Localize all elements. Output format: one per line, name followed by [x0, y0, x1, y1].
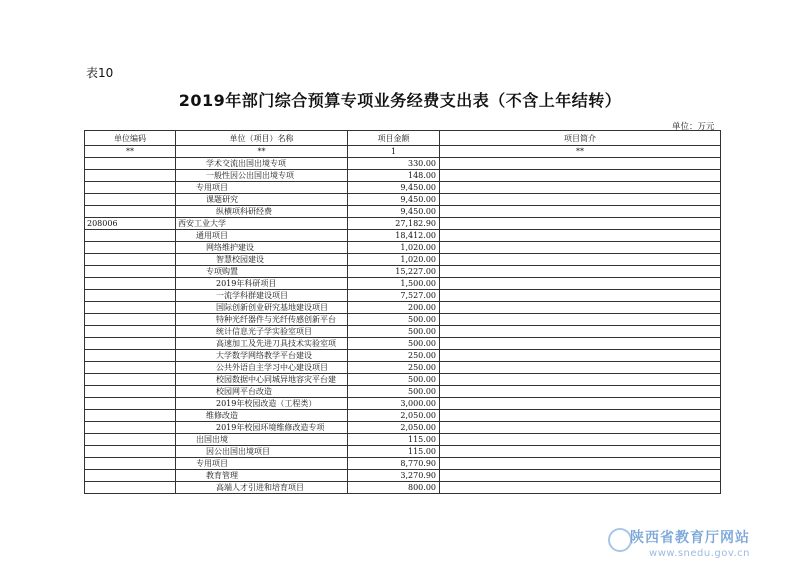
cell-name: 维修改造: [176, 410, 348, 422]
cell-amount: 27,182.90: [348, 218, 440, 230]
table-row: [85, 266, 721, 278]
cell-amount: 148.00: [348, 170, 440, 182]
cell-code: [85, 470, 176, 482]
cell-intro: [440, 482, 721, 494]
cell-name: 一般性因公出国出境专项: [176, 170, 348, 182]
cell-name: 2019年科研项目: [176, 278, 348, 290]
cell-name: 智慧校园建设: [176, 254, 348, 266]
cell-intro: [440, 194, 721, 206]
index-row: [85, 146, 721, 158]
cell-code: [85, 206, 176, 218]
cell-intro: [440, 278, 721, 290]
page-title: 2019年部门综合预算专项业务经费支出表（不含上年结转）: [178, 91, 622, 110]
table-number: 表10: [86, 66, 114, 80]
header-amount: 项目金额: [348, 131, 440, 146]
budget-table: [84, 130, 721, 494]
cell-intro: [440, 170, 721, 182]
cell-amount: 1,500.00: [348, 278, 440, 290]
cell-name: 西安工业大学: [176, 218, 348, 230]
cell-name: 2019年校园环境维修改造专项: [176, 422, 348, 434]
table-row: [85, 398, 721, 410]
table-row: [85, 170, 721, 182]
cell-name: 统计信息光子学实验室项目: [176, 326, 348, 338]
cell-code: [85, 410, 176, 422]
cell-name: 教育管理: [176, 470, 348, 482]
cell-name: 专用项目: [176, 458, 348, 470]
table-row: [85, 254, 721, 266]
cell-name: 高端人才引进和培育项目: [176, 482, 348, 494]
cell-name: 一流学科群建设项目: [176, 290, 348, 302]
table-row: [85, 434, 721, 446]
index-intro: **: [440, 146, 721, 158]
cell-name: 国际创新创业研究基地建设项目: [176, 302, 348, 314]
cell-name: 出国出境: [176, 434, 348, 446]
cell-amount: 3,270.90: [348, 470, 440, 482]
cell-name: 因公出国出境项目: [176, 446, 348, 458]
table-row: [85, 302, 721, 314]
cell-code: [85, 458, 176, 470]
table-row: [85, 314, 721, 326]
cell-intro: [440, 422, 721, 434]
cell-name: 高速加工及先进刀具技术实验室项: [176, 338, 348, 350]
cell-intro: [440, 266, 721, 278]
cell-intro: [440, 230, 721, 242]
cell-code: [85, 326, 176, 338]
cell-amount: 250.00: [348, 350, 440, 362]
table-row: [85, 182, 721, 194]
cell-code: [85, 194, 176, 206]
cell-intro: [440, 218, 721, 230]
table-row: [85, 194, 721, 206]
index-amount: 1: [348, 146, 440, 158]
cell-intro: [440, 470, 721, 482]
cell-code: [85, 398, 176, 410]
cell-name: 2019年校园改造（工程类）: [176, 398, 348, 410]
table-row: [85, 482, 721, 494]
watermark: [630, 527, 750, 559]
cell-code: [85, 338, 176, 350]
cell-intro: [440, 398, 721, 410]
cell-intro: [440, 254, 721, 266]
cell-intro: [440, 338, 721, 350]
watermark-logo-icon: [608, 528, 632, 552]
cell-intro: [440, 458, 721, 470]
cell-amount: 9,450.00: [348, 194, 440, 206]
cell-code: [85, 374, 176, 386]
cell-name: 纵横项科研经费: [176, 206, 348, 218]
table-row: [85, 386, 721, 398]
cell-code: [85, 422, 176, 434]
table-row: [85, 374, 721, 386]
header-code: 单位编码: [85, 131, 176, 146]
cell-intro: [440, 290, 721, 302]
cell-code: [85, 446, 176, 458]
cell-amount: 2,050.00: [348, 422, 440, 434]
table-row: [85, 422, 721, 434]
cell-intro: [440, 350, 721, 362]
cell-name: 网络维护建设: [176, 242, 348, 254]
table-row: [85, 350, 721, 362]
cell-intro: [440, 314, 721, 326]
cell-code: [85, 290, 176, 302]
table-row: [85, 290, 721, 302]
cell-amount: 115.00: [348, 434, 440, 446]
header-name: 单位（项目）名称: [176, 131, 348, 146]
cell-intro: [440, 242, 721, 254]
cell-amount: 3,000.00: [348, 398, 440, 410]
table-row: [85, 158, 721, 170]
cell-code: [85, 278, 176, 290]
table-row: [85, 242, 721, 254]
cell-intro: [440, 434, 721, 446]
cell-name: 校园网平台改造: [176, 386, 348, 398]
watermark-url: www.snedu.gov.cn: [649, 548, 750, 559]
cell-name: 专项购置: [176, 266, 348, 278]
cell-intro: [440, 374, 721, 386]
cell-code: [85, 230, 176, 242]
table-row: [85, 470, 721, 482]
cell-amount: 500.00: [348, 386, 440, 398]
cell-code: [85, 482, 176, 494]
unit-label: 单位：万元: [672, 122, 715, 132]
cell-amount: 330.00: [348, 158, 440, 170]
index-name: **: [176, 146, 348, 158]
cell-intro: [440, 158, 721, 170]
cell-name: 学术交流出国出境专项: [176, 158, 348, 170]
cell-intro: [440, 446, 721, 458]
cell-intro: [440, 386, 721, 398]
cell-amount: 15,227.00: [348, 266, 440, 278]
cell-amount: 1,020.00: [348, 254, 440, 266]
index-code: **: [85, 146, 176, 158]
cell-amount: 7,527.00: [348, 290, 440, 302]
cell-amount: 500.00: [348, 326, 440, 338]
cell-code: [85, 266, 176, 278]
cell-amount: 200.00: [348, 302, 440, 314]
cell-name: 公共外语自主学习中心建设项目: [176, 362, 348, 374]
table-row: [85, 458, 721, 470]
cell-amount: 9,450.00: [348, 206, 440, 218]
cell-name: 通用项目: [176, 230, 348, 242]
cell-amount: 2,050.00: [348, 410, 440, 422]
table-row: [85, 410, 721, 422]
table-row: [85, 446, 721, 458]
cell-amount: 800.00: [348, 482, 440, 494]
table-row: [85, 326, 721, 338]
cell-amount: 8,770.90: [348, 458, 440, 470]
cell-code: [85, 182, 176, 194]
header-intro: 项目简介: [440, 131, 721, 146]
cell-intro: [440, 182, 721, 194]
cell-intro: [440, 410, 721, 422]
cell-amount: 500.00: [348, 338, 440, 350]
cell-name: 大学数学网络教学平台建设: [176, 350, 348, 362]
cell-code: [85, 170, 176, 182]
cell-intro: [440, 302, 721, 314]
cell-code: [85, 314, 176, 326]
cell-amount: 1,020.00: [348, 242, 440, 254]
cell-intro: [440, 326, 721, 338]
cell-code: [85, 350, 176, 362]
cell-amount: 115.00: [348, 446, 440, 458]
cell-amount: 250.00: [348, 362, 440, 374]
cell-code: [85, 158, 176, 170]
cell-name: 专用项目: [176, 182, 348, 194]
cell-amount: 9,450.00: [348, 182, 440, 194]
cell-code: [85, 362, 176, 374]
cell-code: [85, 254, 176, 266]
cell-intro: [440, 206, 721, 218]
cell-amount: 500.00: [348, 314, 440, 326]
cell-code: [85, 242, 176, 254]
table-row: [85, 218, 721, 230]
cell-name: 特种光纤器件与光纤传感创新平台: [176, 314, 348, 326]
cell-name: 校园数据中心同城异地容灾平台建: [176, 374, 348, 386]
table-row: [85, 278, 721, 290]
cell-intro: [440, 362, 721, 374]
cell-amount: 500.00: [348, 374, 440, 386]
watermark-text: 陕西省教育厅网站: [630, 530, 750, 546]
cell-amount: 18,412.00: [348, 230, 440, 242]
cell-code: 208006: [85, 218, 176, 230]
cell-name: 课题研究: [176, 194, 348, 206]
cell-code: [85, 302, 176, 314]
table-row: [85, 338, 721, 350]
cell-code: [85, 386, 176, 398]
header-row: [85, 131, 721, 146]
table-row: [85, 362, 721, 374]
table-row: [85, 206, 721, 218]
cell-code: [85, 434, 176, 446]
table-row: [85, 230, 721, 242]
